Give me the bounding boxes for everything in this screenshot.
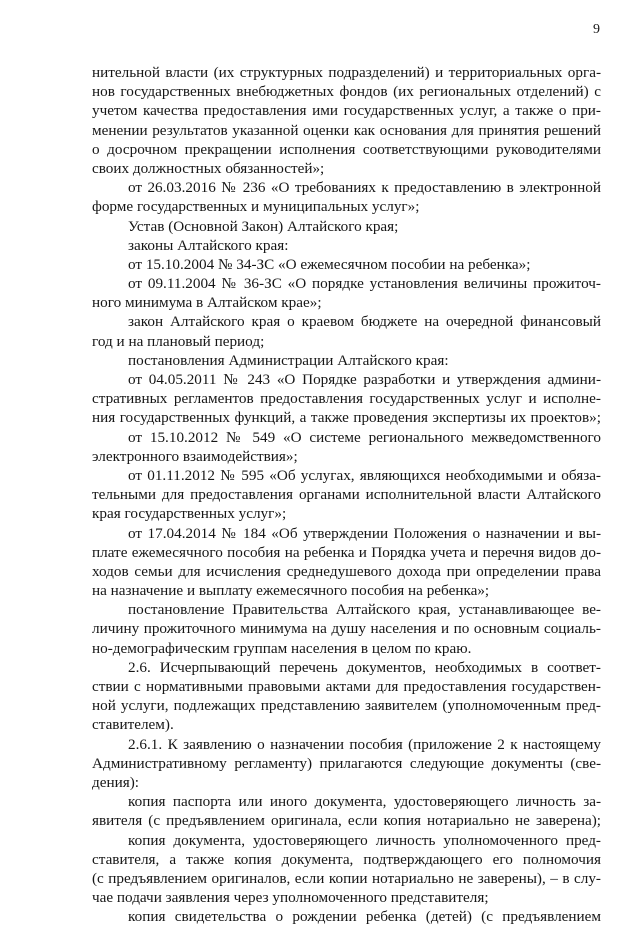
page-body-text	[92, 63, 601, 926]
text-line: чае подачи заявления через уполномоченного представителя;	[92, 889, 489, 907]
text-line: закон Алтайского края о краевом бюджете на очередной финансовый	[128, 313, 601, 331]
text-line: ствии с нормативными правовыми актами для предоставления государствен-	[92, 678, 601, 695]
text-line: от 01.11.2012 № 595 «Об услугах, являющихся необходимыми и обяза-	[128, 466, 601, 484]
text-line: копия свидетельства о рождении ребенка (детей) (с предъявлением	[128, 908, 601, 926]
text-line: (с предъявлением оригиналов, если копии нотариально не заверены), – в слу-	[92, 869, 601, 887]
text-line: тельными для предоставления органами исполнительной власти Алтайского	[92, 486, 601, 504]
text-line: законы Алтайского края:	[128, 236, 289, 254]
text-line: форме государственных и муниципальных услуг»;	[92, 198, 420, 216]
text-line: дения):	[92, 773, 139, 791]
text-line: ного минимума в Алтайском крае»;	[92, 294, 322, 312]
text-line: от 17.04.2014 № 184 «Об утверждении Положения о назначении и вы-	[128, 524, 601, 542]
text-line: Административному регламенту) прилагаются следующие документы (све-	[92, 754, 601, 772]
text-line: 2.6. Исчерпывающий перечень документов, необходимых в соответ-	[128, 658, 601, 676]
text-line: ставителя, а также копия документа, подтверждающего его полномочия	[92, 850, 601, 868]
text-line: от 15.10.2004 № 34-ЗС «О ежемесячном пособии на ребенка»;	[128, 255, 531, 273]
text-line: учетом качества предоставления ими государственных услуг, а также о при-	[92, 102, 601, 120]
text-line: о досрочном прекращении исполнения соответствующими руководителями	[92, 140, 601, 158]
text-line: личину прожиточного минимума на душу населения и по основным социаль-	[92, 620, 601, 638]
text-line: электронного взаимодействия»;	[92, 447, 298, 465]
text-line: края государственных услуг»;	[92, 505, 287, 523]
text-line: Устав (Основной Закон) Алтайского края;	[128, 217, 399, 235]
text-line: копия паспорта или иного документа, удостоверяющего личность за-	[128, 793, 601, 811]
text-line: от 04.05.2011 № 243 «О Порядке разработки и утверждения админи-	[128, 371, 601, 388]
text-line: постановление Правительства Алтайского края, устанавливающее ве-	[128, 601, 601, 619]
text-line: ния государственных функций, а также проведения экспертизы их проектов»;	[92, 409, 601, 427]
text-line: нов государственных внебюджетных фондов (их региональных отделений) с	[92, 83, 601, 101]
text-line: от 15.10.2012 № 549 «О системе регионального межведомственного	[128, 428, 601, 446]
text-line: копия документа, удостоверяющего личность уполномоченного пред-	[128, 831, 601, 849]
text-line: 2.6.1. К заявлению о назначении пособия (приложение 2 к настоящему	[128, 735, 601, 753]
text-line: но-демографическим группам населения в целом по краю.	[92, 639, 472, 657]
text-line: на назначение и выплату ежемесячного пособия на ребенка»;	[92, 582, 490, 600]
text-line: год и на плановый период;	[92, 332, 265, 350]
text-line: ставителем).	[92, 716, 174, 734]
text-line: ной услуги, подлежащих представлению заявителем (уполномоченным пред-	[92, 697, 601, 715]
text-line: плате ежемесячного пособия на ребенка и Порядка учета и перечня видов до-	[92, 543, 601, 561]
text-line: менении результатов указанной оценки как основания для принятия решений	[92, 121, 601, 139]
text-line: от 09.11.2004 № 36-ЗС «О порядке установления величины прожиточ-	[128, 275, 601, 293]
page-number: 9	[593, 22, 600, 37]
text-line: явителя (с предъявлением оригинала, если копия нотариально не заверена);	[92, 812, 601, 830]
text-line: от 26.03.2016 № 236 «О требованиях к предоставлению в электронной	[128, 179, 601, 197]
text-line: постановления Администрации Алтайского края:	[128, 351, 449, 369]
text-line: стративных регламентов предоставления государственных услуг и исполне-	[92, 390, 601, 408]
text-line: своих должностных обязанностей»;	[92, 159, 325, 177]
text-line: ходов семьи для исчисления среднедушевого дохода при определении права	[92, 562, 601, 580]
text-line: нительной власти (их структурных подразделений) и территориальных орга-	[92, 64, 601, 81]
